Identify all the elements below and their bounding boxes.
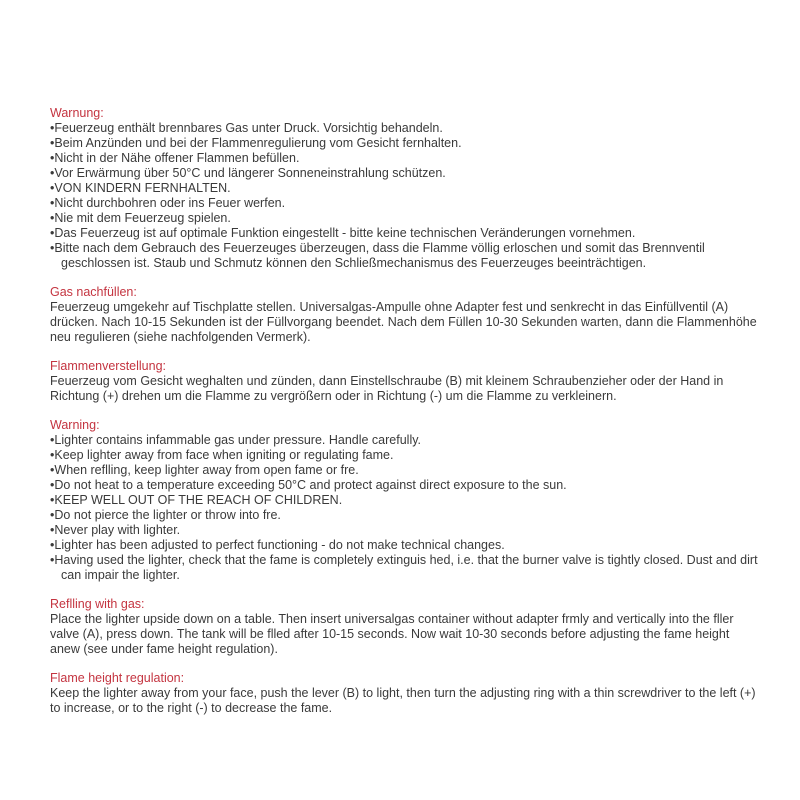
warning-list-en [50,433,758,583]
list-item: • Having used the lighter, check that the fame is completely extinguis hed, i.e. that the burner valve is tightly closed. Dust and dirt can impair the lighter. [50,553,758,583]
section-warnung-de [50,106,758,271]
list-item: • Lighter has been adjusted to perfect functioning - do not make technical changes. [50,538,758,553]
list-item: • Vor Erwärmung über 50°C und längerer Sonneneinstrahlung schützen. [50,166,758,181]
list-item: • Do not heat to a temperature exceeding 50°C and protect against direct exposure to the sun. [50,478,758,493]
list-item: • Bitte nach dem Gebrauch des Feuerzeuges überzeugen, dass die Flamme völlig erloschen und somit das Brennventil geschlossen ist. Staub und Schmutz können den Schließmechanismus des Feuerzeuges beeinträchtigen. [50,241,758,271]
paragraph-flammenverstellung: Feuerzeug vom Gesicht weghalten und zünden, dann Einstellschraube (B) mit kleinem Schraubenzieher oder der Hand in Richtung (+) drehen um die Flamme zu vergrößern oder in Richtung (-) um die Flamme zu verkleinern. [50,374,724,403]
section-heading-flammenverstellung: Flammenverstellung: [50,359,167,373]
section-gas-nachfuellen [50,285,758,345]
section-flammenverstellung [50,359,758,404]
list-item: • Do not pierce the lighter or throw into fre. [50,508,758,523]
section-heading-refilling-with-gas: Reflling with gas: [50,597,145,611]
paragraph-flame-height-regulation: Keep the lighter away from your face, push the lever (B) to light, then turn the adjusting ring with a thin screwdriver to the left (+) to increase, or to the right (-) to decrease the fame. [50,686,756,715]
section-heading-flame-height-regulation: Flame height regulation: [50,671,185,685]
paragraph-gas-nachfuellen: Feuerzeug umgekehr auf Tischplatte stellen. Universalgas-Ampulle ohne Adapter fest und senkrecht in das Einfüllventil (A) drücken. Nach 10-15 Sekunden ist der Füllvorgang beendet. Nach dem Füllen 10-30 Sekunden warten, dann die Flammenhöhe neu regulieren (siehe nachfolgenden Vermerk). [50,300,757,344]
list-item: • Keep lighter away from face when igniting or regulating fame. [50,448,758,463]
section-warning-en [50,418,758,583]
list-item: • Lighter contains infammable gas under pressure. Handle carefully. [50,433,758,448]
paragraph-refilling-with-gas: Place the lighter upside down on a table. Then insert universalgas container without adapter frmly and vertically into the fller valve (A), press down. The tank will be flled after 10-15 seconds. Now wait 10-30 seconds before adjusting the fame height anew (see under fame height regulation). [50,612,734,656]
list-item: • Nie mit dem Feuerzeug spielen. [50,211,758,226]
list-item: • VON KINDERN FERNHALTEN. [50,181,758,196]
warning-list-de [50,121,758,271]
section-heading-warnung-de: Warnung: [50,106,104,120]
section-heading-warning-en: Warning: [50,418,100,432]
list-item: • KEEP WELL OUT OF THE REACH OF CHILDREN. [50,493,758,508]
list-item: • Nicht in der Nähe offener Flammen befüllen. [50,151,758,166]
list-item: • Feuerzeug enthält brennbares Gas unter Druck. Vorsichtig behandeln. [50,121,758,136]
list-item: • Nicht durchbohren oder ins Feuer werfen. [50,196,758,211]
list-item: • Beim Anzünden und bei der Flammenregulierung vom Gesicht fernhalten. [50,136,758,151]
section-heading-gas-nachfuellen: Gas nachfüllen: [50,285,137,299]
list-item: • Das Feuerzeug ist auf optimale Funktion eingestellt - bitte keine technischen Veränderungen vornehmen. [50,226,758,241]
list-item: • When reflling, keep lighter away from open fame or fre. [50,463,758,478]
section-refilling-with-gas [50,597,758,657]
list-item: • Never play with lighter. [50,523,758,538]
section-flame-height-regulation [50,671,758,716]
lighter-instruction-sheet [50,106,758,730]
